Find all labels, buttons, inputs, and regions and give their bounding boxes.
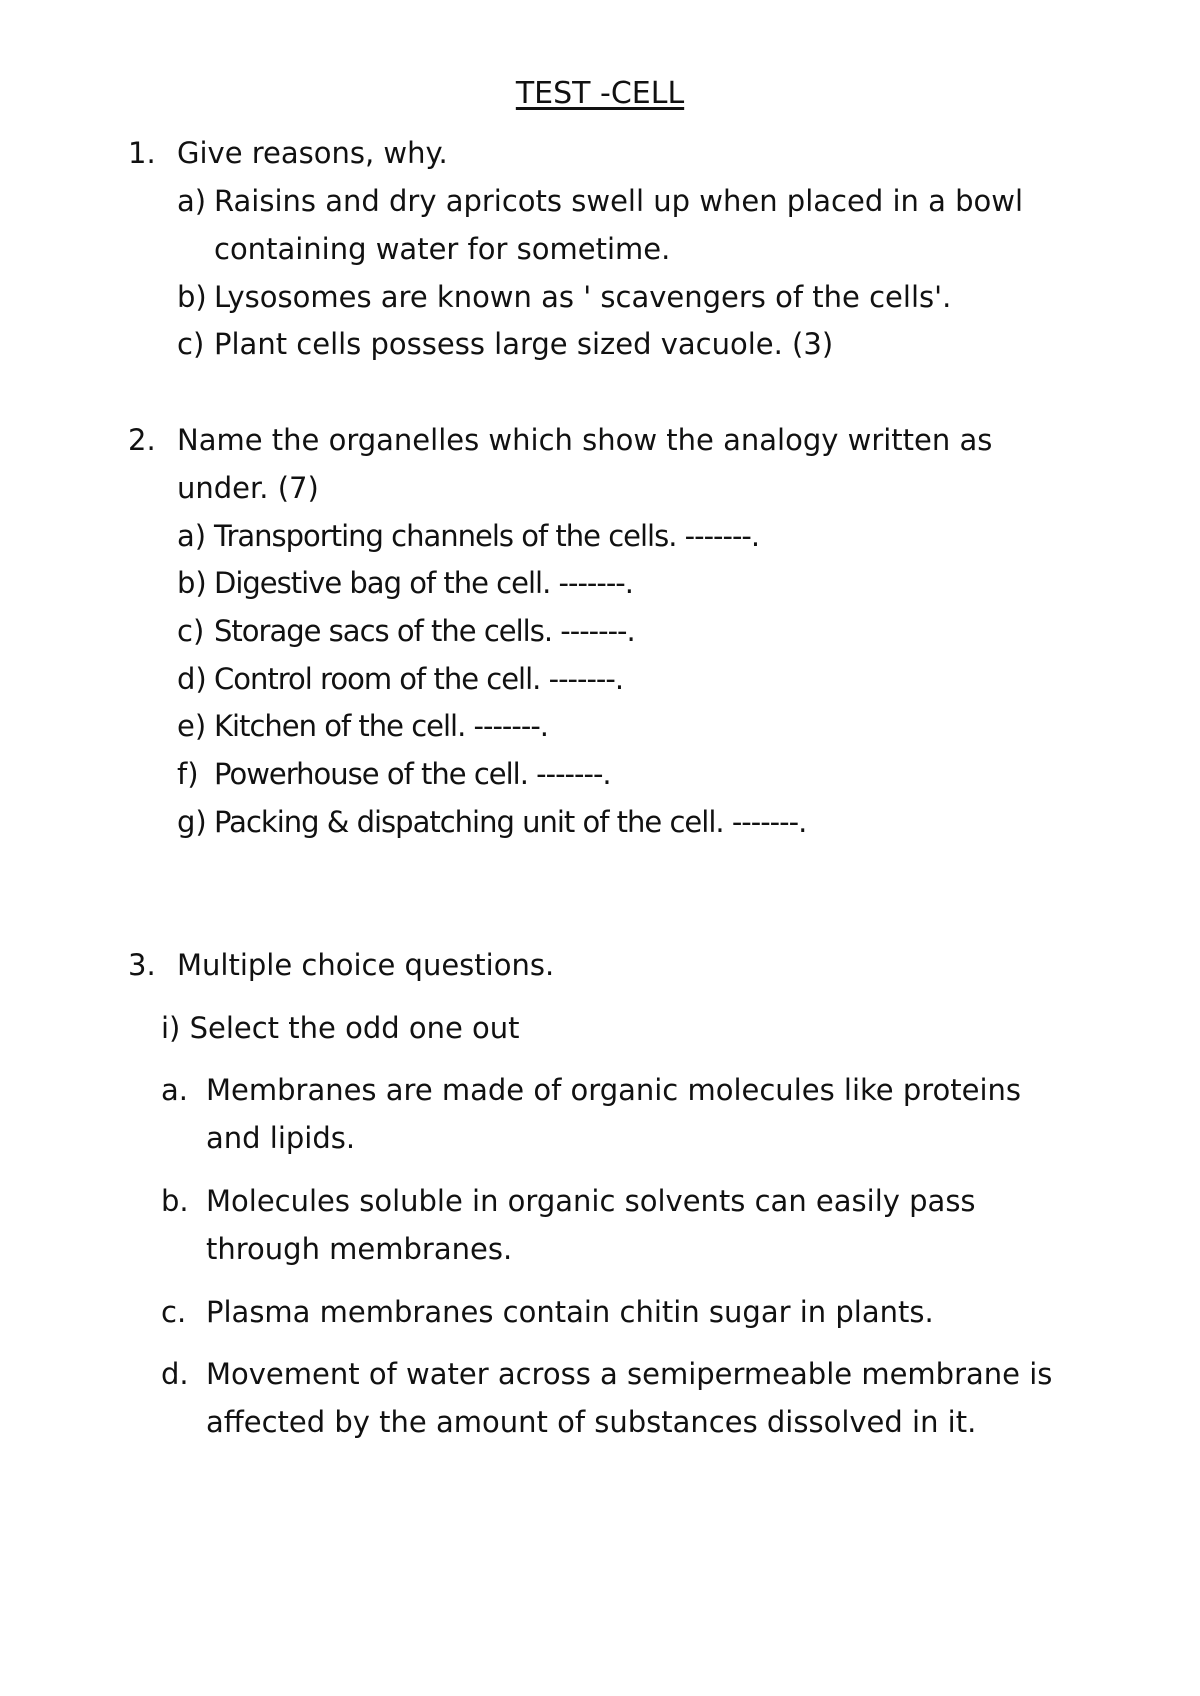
item-label: d) (177, 662, 207, 696)
page-title: TEST -CELL (515, 76, 685, 111)
question-2-item-f (177, 757, 611, 791)
option-a-text-continued: and lipids. (206, 1121, 356, 1155)
question-2-item-a (177, 519, 759, 553)
question-2-number: 2. (128, 423, 156, 457)
question-2-item-e (177, 709, 548, 743)
option-a-text: Membranes are made of organic molecules like proteins (206, 1073, 1022, 1107)
item-label: c) (177, 614, 205, 648)
question-1-item-a-continued: containing water for sometime. (214, 232, 671, 266)
question-1-item-a (177, 184, 1023, 218)
item-text: Kitchen of the cell. -------. (214, 709, 548, 743)
item-label: c) (177, 327, 205, 361)
item-label: g) (177, 805, 207, 839)
question-2-item-c (177, 614, 635, 648)
item-label: e) (177, 709, 207, 743)
option-d-label: d. (161, 1357, 189, 1391)
item-text: Lysosomes are known as ' scavengers of the cells'. (214, 280, 952, 314)
option-b-text-continued: through membranes. (206, 1232, 513, 1266)
item-text: Powerhouse of the cell. -------. (214, 757, 611, 791)
option-a-label: a. (161, 1073, 188, 1107)
item-text: Transporting channels of the cells. -------. (214, 519, 760, 553)
question-1-item-b (177, 280, 951, 314)
item-text: Raisins and dry apricots swell up when placed in a bowl (214, 184, 1024, 218)
item-text: Control room of the cell. -------. (214, 662, 624, 696)
item-text: Plant cells possess large sized vacuole. (3) (214, 327, 834, 361)
question-2-item-d (177, 662, 623, 696)
option-d-text: Movement of water across a semipermeable membrane is (206, 1357, 1053, 1391)
question-2-text-continued: under. (7) (177, 471, 319, 505)
item-label: f) (177, 757, 199, 791)
question-1-item-c (177, 327, 833, 361)
option-c-text: Plasma membranes contain chitin sugar in plants. (206, 1295, 934, 1329)
question-1-text: Give reasons, why. (177, 136, 448, 170)
item-label: b) (177, 280, 207, 314)
question-2-item-g (177, 805, 806, 839)
question-1-number: 1. (128, 136, 156, 170)
item-text: Packing & dispatching unit of the cell. -------. (214, 805, 807, 839)
item-label: a) (177, 519, 207, 553)
option-b-label: b. (161, 1184, 189, 1218)
item-label: a) (177, 184, 207, 218)
item-text: Digestive bag of the cell. -------. (214, 566, 633, 600)
question-3-text: Multiple choice questions. (177, 948, 555, 982)
option-d-text-continued: affected by the amount of substances dissolved in it. (206, 1405, 977, 1439)
item-label: b) (177, 566, 207, 600)
item-text: Storage sacs of the cells. -------. (214, 614, 635, 648)
question-3-subheading: i) Select the odd one out (161, 1011, 520, 1045)
option-c-label: c. (161, 1295, 187, 1329)
question-2-item-b (177, 566, 633, 600)
question-2-text: Name the organelles which show the analogy written as (177, 423, 993, 457)
question-3-number: 3. (128, 948, 156, 982)
option-b-text: Molecules soluble in organic solvents can easily pass (206, 1184, 976, 1218)
